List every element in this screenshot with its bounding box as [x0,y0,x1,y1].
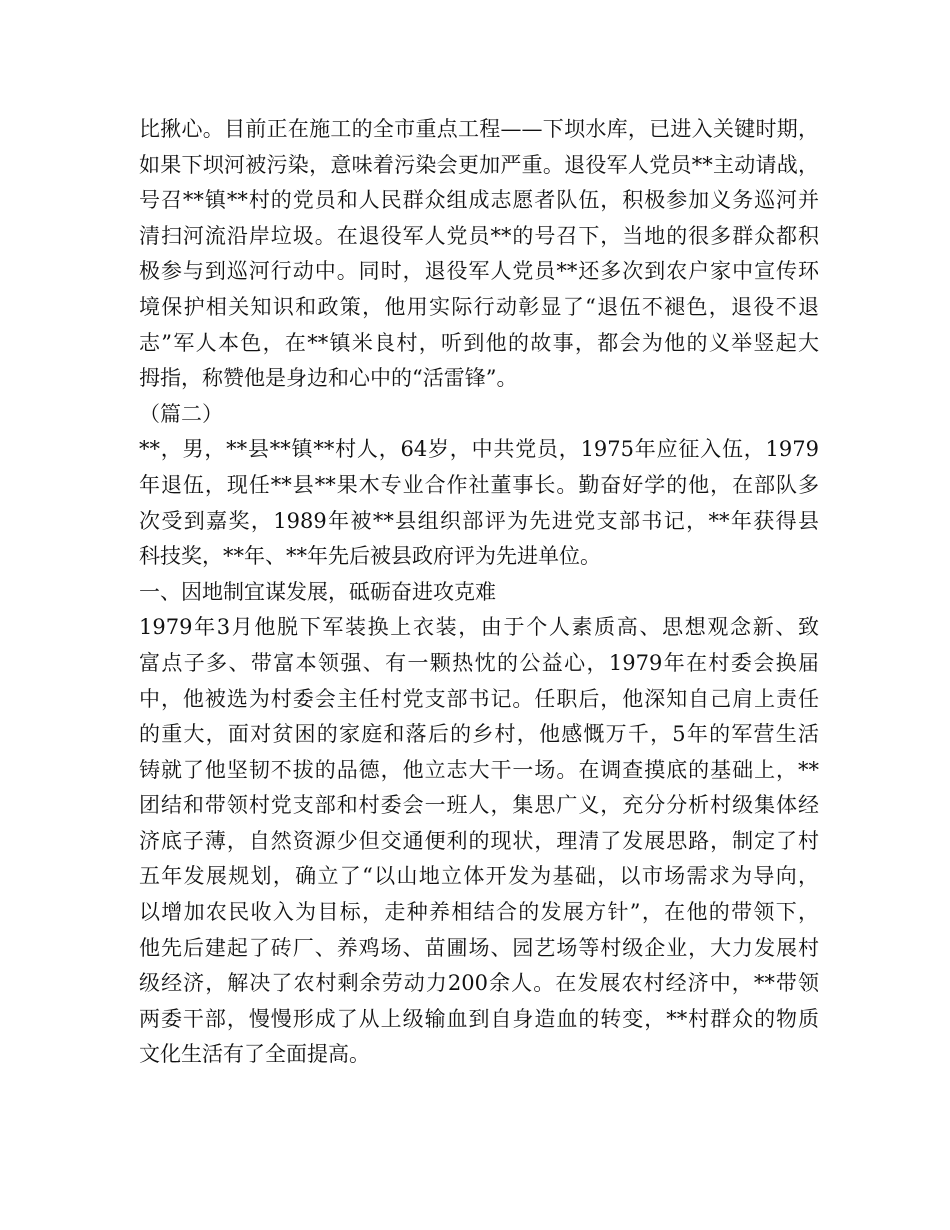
text-line-8: 拇指，称赞他是身边和心中的“活雷锋”。 [139,366,518,391]
text-line-26: 两委干部，慢慢形成了从上级输血到自身造血的转变，**村群众的物质 [139,1006,819,1031]
text-line-27: 文化生活有了全面提高。 [139,1042,370,1067]
text-line-7: 志”军人本色，在**镇米良村，听到他的故事，都会为他的义举竖起大 [139,330,819,355]
text-line-1: 比揪心。目前正在施工的全市重点工程——下坝水库，已进入关键时期， [139,117,819,141]
text-line-10: **，男，**县**镇**村人，64岁，中共党员，1975年应征入伍，1979 [139,437,819,462]
section-heading-pian-er: （篇二） [139,401,223,426]
text-line-16: 富点子多、带富本领强、有一颗热忱的公益心，1979年在村委会换届 [139,650,819,675]
text-line-11: 年退伍，现任**县**果木专业合作社董事长。勤奋好学的他，在部队多 [139,472,819,497]
subsection-heading-1: 一、因地制宜谋发展，砥砺奋进攻克难 [139,579,496,604]
text-line-23: 以增加农民收入为目标，走种养相结合的发展方针”，在他的带领下， [139,900,819,925]
text-line-5: 极参与到巡河行动中。同时，退役军人党员**还多次到农户家中宣传环 [139,259,819,284]
text-line-13: 科技奖，**年、**年先后被县政府评为先进单位。 [139,544,601,569]
text-line-22: 五年发展规划，确立了“以山地立体开发为基础，以市场需求为导向， [139,864,819,889]
text-line-17: 中，他被选为村委会主任村党支部书记。任职后，他深知自己肩上责任 [139,686,819,711]
text-line-4: 清扫河流沿岸垃圾。在退役军人党员**的号召下，当地的很多群众都积 [139,223,819,248]
text-line-6: 境保护相关知识和政策，他用实际行动彰显了“退伍不褪色，退役不退 [139,294,819,319]
text-line-15: 1979年3月他脱下军装换上衣装，由于个人素质高、思想观念新、致 [139,615,819,640]
text-line-2: 如果下坝河被污染，意味着污染会更加严重。退役军人党员**主动请战， [139,152,819,177]
text-line-3: 号召**镇**村的党员和人民群众组成志愿者队伍，积极参加义务巡河并 [139,188,819,213]
text-line-20: 团结和带领村党支部和村委会一班人，集思广义，充分分析村级集体经 [139,793,819,818]
text-line-24: 他先后建起了砖厂、养鸡场、苗圃场、园艺场等村级企业，大力发展村 [139,935,819,960]
text-line-21: 济底子薄，自然资源少但交通便利的现状，理清了发展思路，制定了村 [139,828,819,853]
text-line-19: 铸就了他坚韧不拔的品德，他立志大干一场。在调查摸底的基础上，** [139,757,819,782]
text-line-12: 次受到嘉奖，1989年被**县组织部评为先进党支部书记，**年获得县 [139,508,819,533]
document-page [139,112,819,1073]
text-line-18: 的重大，面对贫困的家庭和落后的乡村，他感慨万千，5年的军营生活 [139,722,819,747]
text-line-25: 级经济，解决了农村剩余劳动力200余人。在发展农村经济中，**带领 [139,971,819,996]
